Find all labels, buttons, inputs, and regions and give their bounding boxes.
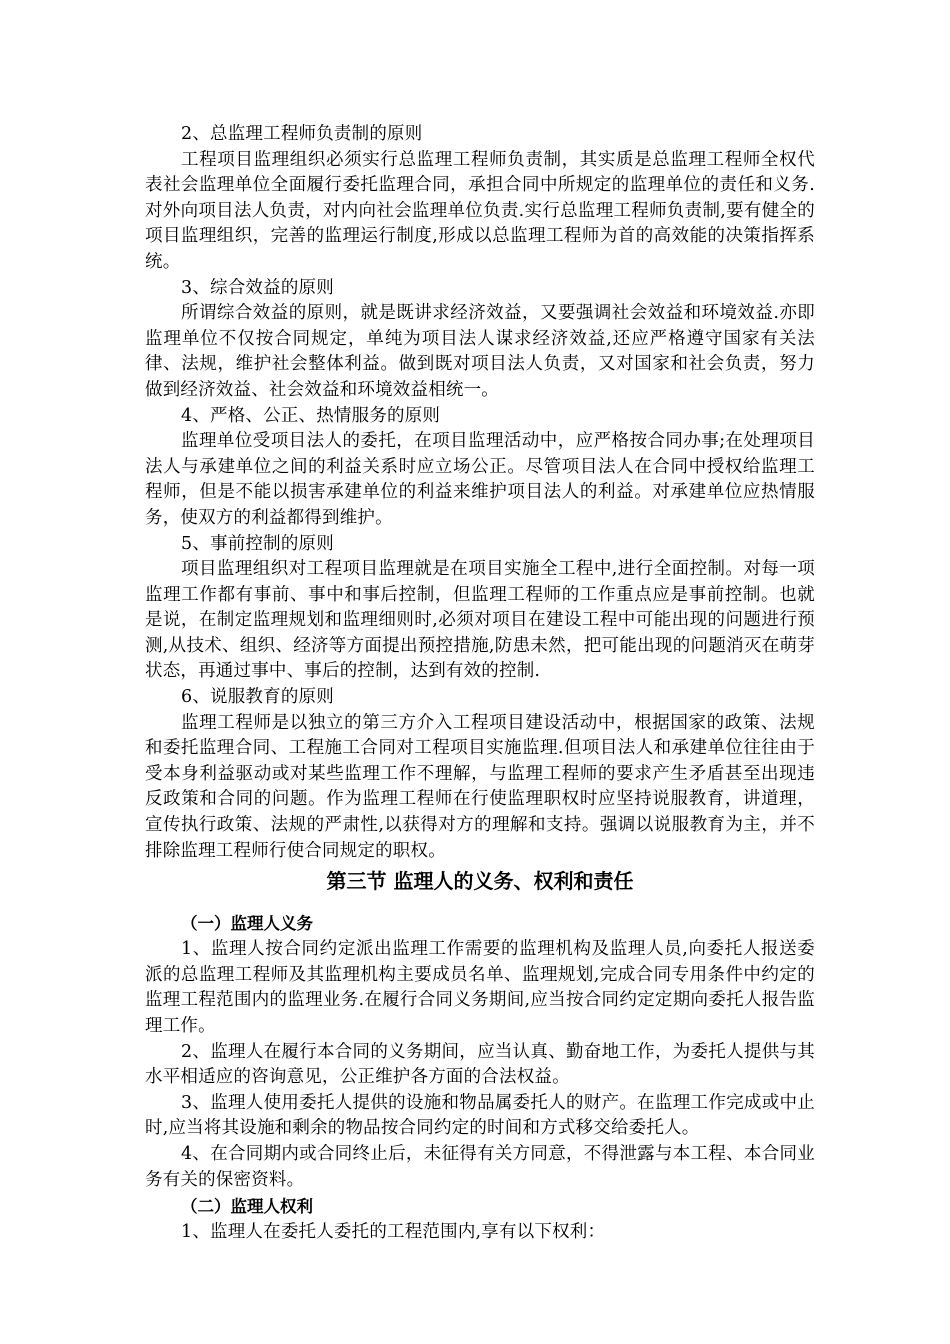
duties-heading: （一）监理人义务	[181, 914, 313, 934]
section-body: 工程项目监理组织必须实行总监理工程师负责制，其实质是总监理工程师全权代表社会监理单位全面履行委托监理合同，承担合同中所规定的监理单位的责任和义务.对外向项目法人负责，对内向社会监理单位负责.实行总监理工程师负责制,要有健全的项目监理组织，完善的监理运行制度,形成以总监理工程师为首的高效能的决策指挥系统。	[145, 149, 815, 272]
section-heading: 4、严格、公正、热情服务的原则	[181, 405, 441, 426]
document-page	[145, 122, 815, 1246]
duty-item: 4、在合同期内或合同终止后，未征得有关方同意，不得泄露与本工程、本合同业务有关的保密资料。	[145, 1143, 815, 1190]
section-body: 所谓综合效益的原则，就是既讲求经济效益，又要强调社会效益和环境效益.亦即监理单位不仅按合同规定，单纯为项目法人谋求经济效益,还应严格遵守国家有关法律、法规，维护社会整体利益。做到既对项目法人负责，又对国家和社会负责，努力做到经济效益、社会效益和环境效益相统一。	[145, 303, 815, 400]
right-item: 1、监理人在委托人委托的工程范围内,享有以下权利：	[181, 1222, 606, 1243]
rights-heading: （二）监理人权利	[181, 1197, 313, 1217]
section-heading: 3、综合效益的原则	[181, 277, 334, 298]
section-heading: 6、说服教育的原则	[181, 687, 334, 708]
section-body: 项目监理组织对工程项目监理就是在项目实施全工程中,进行全面控制。对每一项监理工作都有事前、事中和事后控制，但监理工程师的工作重点应是事前控制。也就是说，在制定监理规划和监理细则时,必须对项目在建设工程中可能出现的问题进行预测,从技术、组织、经济等方面提出预控措施,防患未然，把可能出现的问题消灭在萌芽状态，再通过事中、事后的控制，达到有效的控制.	[145, 559, 815, 682]
section-body: 监理工程师是以独立的第三方介入工程项目建设活动中，根据国家的政策、法规和委托监理合同、工程施工合同对工程项目实施监理.但项目法人和承建单位往往由于受本身利益驱动或对某些监理工作不理解，与监理工程师的要求产生矛盾甚至出现违反政策和合同的问题。作为监理工程师在行使监理职权时应坚持说服教育，讲道理，宣传执行政策、法规的严肃性,以获得对方的理解和支持。强调以说服教育为主，并不排除监理工程师行使合同规定的职权。	[145, 712, 815, 861]
section-heading: 2、总监理工程师负责制的原则	[181, 124, 423, 144]
duty-item: 1、监理人按合同约定派出监理工作需要的监理机构及监理人员,向委托人报送委派的总监理工程师及其监理机构主要成员名单、监理规划,完成合同专用条件中约定的监理工程范围内的监理业务.在履行合同义务期间,应当按合同约定定期向委托人报告监理工作。	[145, 939, 815, 1036]
chapter-title: 第三节 监理人的义务、权利和责任	[326, 869, 634, 894]
section-body: 监理单位受项目法人的委托，在项目监理活动中，应严格按合同办事;在处理项目法人与承建单位之间的利益关系时应立场公正。尽管项目法人在合同中授权给监理工程师，但是不能以损害承建单位的利益来维护项目法人的利益。对承建单位应热情服务，使双方的利益都得到维护。	[145, 431, 815, 528]
duty-item: 3、监理人使用委托人提供的设施和物品属委托人的财产。在监理工作完成或中止时,应当将其设施和剩余的物品按合同约定的时间和方式移交给委托人。	[145, 1092, 815, 1139]
section-heading: 5、事前控制的原则	[181, 533, 334, 554]
duty-item: 2、监理人在履行本合同的义务期间，应当认真、勤奋地工作，为委托人提供与其水平相适应的咨询意见，公正维护各方面的合法权益。	[145, 1041, 815, 1088]
